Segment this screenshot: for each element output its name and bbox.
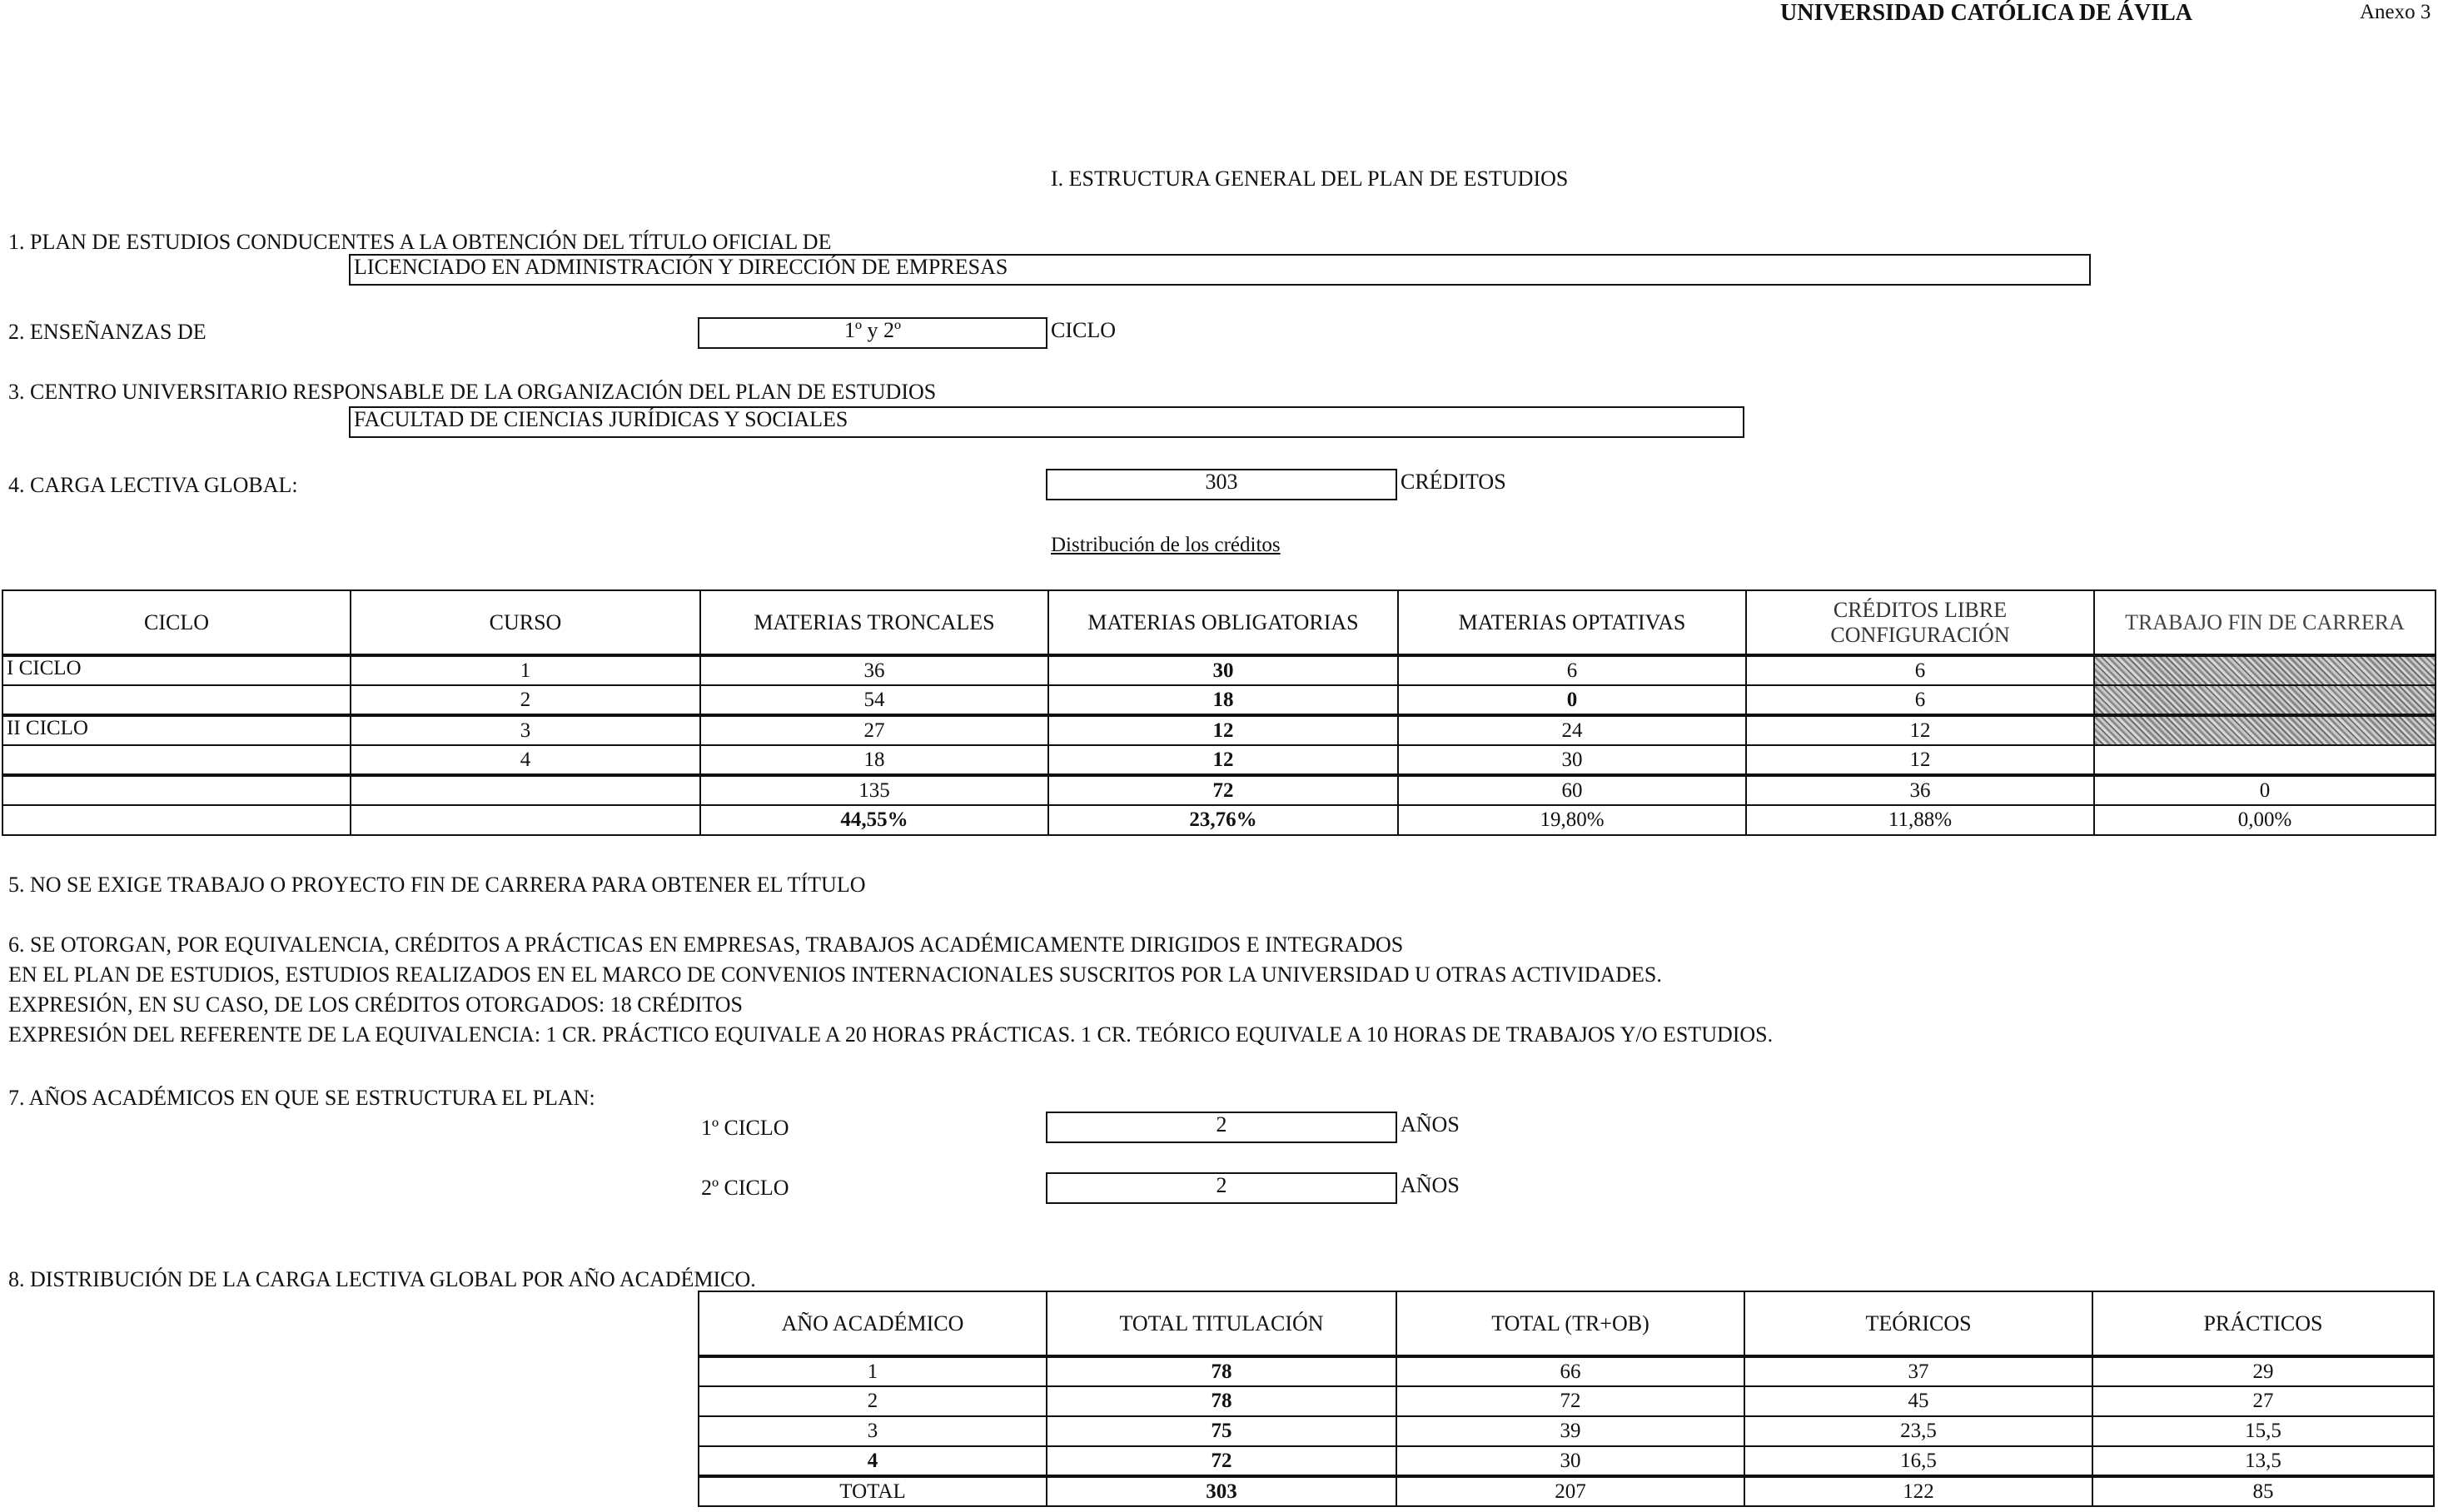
table-cell: 75 xyxy=(1047,1416,1396,1446)
table-cell: 207 xyxy=(1396,1476,1744,1506)
table-cell: 0 xyxy=(1398,685,1746,715)
table-cell: 11,88% xyxy=(1746,805,2094,835)
degree-title-value: LICENCIADO EN ADMINISTRACIÓN Y DIRECCIÓN DE EMPRESAS xyxy=(354,255,1008,279)
table-cell: 66 xyxy=(1396,1356,1744,1386)
table-header-row xyxy=(2,590,2436,655)
percentages-row xyxy=(2,805,2436,835)
table-cell: TOTAL xyxy=(699,1476,1047,1506)
col-troncales: MATERIAS TRONCALES xyxy=(700,590,1048,655)
ciclo-cell: I CICLO xyxy=(2,655,351,685)
table-cell: 122 xyxy=(1744,1476,2092,1506)
cycle1-label: 1º CICLO xyxy=(701,1116,789,1140)
table-cell: 23,76% xyxy=(1048,805,1398,835)
cycle1-years-field xyxy=(1046,1112,1397,1143)
cycle2-years-field xyxy=(1046,1172,1397,1204)
table-cell: 60 xyxy=(1398,775,1746,805)
item6-line2: EN EL PLAN DE ESTUDIOS, ESTUDIOS REALIZADOS EN EL MARCO DE CONVENIOS INTERNACIONALES SUSCRITOS POR LA UNIVERSIDAD U OTRAS ACTIVIDADES. xyxy=(8,962,1662,987)
table-cell: 29 xyxy=(2092,1356,2434,1386)
table-cell: 30 xyxy=(1398,745,1746,775)
table-cell: 303 xyxy=(1047,1476,1396,1506)
table-cell: 0,00% xyxy=(2094,805,2436,835)
ciclo-cell xyxy=(2,685,351,715)
annex-label: Anexo 3 xyxy=(2360,1,2431,23)
table-header-row xyxy=(699,1291,2434,1356)
table-cell: 27 xyxy=(700,715,1048,745)
col-libre-configuracion: CRÉDITOS LIBRE CONFIGURACIÓN xyxy=(1746,590,2094,655)
table-cell: 23,5 xyxy=(1744,1416,2092,1446)
table-cell: 30 xyxy=(1048,655,1398,685)
table-cell xyxy=(2,805,351,835)
table-row xyxy=(699,1386,2434,1416)
table-cell: 12 xyxy=(1048,745,1398,775)
credits-distribution-table xyxy=(2,589,2436,836)
item5-text: 5. NO SE EXIGE TRABAJO O PROYECTO FIN DE CARRERA PARA OBTENER EL TÍTULO xyxy=(8,873,866,897)
item2-label: 2. ENSEÑANZAS DE xyxy=(8,320,206,344)
table-cell: 37 xyxy=(1744,1356,2092,1386)
table-cell: 30 xyxy=(1396,1446,1744,1476)
table-cell xyxy=(351,805,700,835)
credits-field xyxy=(1046,469,1397,500)
table-cell: 4 xyxy=(351,745,700,775)
table-cell: 6 xyxy=(1398,655,1746,685)
cycle2-years-value: 2 xyxy=(1216,1173,1227,1197)
table-cell: 72 xyxy=(1048,775,1398,805)
col-ano-academico: AÑO ACADÉMICO xyxy=(699,1291,1047,1356)
table-cell: 2 xyxy=(699,1386,1047,1416)
item1-label: 1. PLAN DE ESTUDIOS CONDUCENTES A LA OBTENCIÓN DEL TÍTULO OFICIAL DE xyxy=(8,230,832,254)
shaded-cell xyxy=(2094,685,2436,715)
table-row xyxy=(699,1446,2434,1476)
cycles-value: 1º y 2º xyxy=(843,318,902,342)
table-cell: 78 xyxy=(1047,1386,1396,1416)
table-cell: 12 xyxy=(1746,715,2094,745)
table-cell: 6 xyxy=(1746,655,2094,685)
cycle2-label: 2º CICLO xyxy=(701,1176,789,1200)
table-cell: 72 xyxy=(1396,1386,1744,1416)
table-cell: 45 xyxy=(1744,1386,2092,1416)
table-row xyxy=(2,685,2436,715)
ciclo-cell: II CICLO xyxy=(2,715,351,745)
academic-year-table xyxy=(698,1291,2435,1507)
col-obligatorias: MATERIAS OBLIGATORIAS xyxy=(1048,590,1398,655)
item3-label: 3. CENTRO UNIVERSITARIO RESPONSABLE DE LA ORGANIZACIÓN DEL PLAN DE ESTUDIOS xyxy=(8,380,937,404)
table-cell: 0 xyxy=(2094,775,2436,805)
col-total-tr-ob: TOTAL (TR+OB) xyxy=(1396,1291,1744,1356)
table-cell: 6 xyxy=(1746,685,2094,715)
item6-line3: EXPRESIÓN, EN SU CASO, DE LOS CRÉDITOS OTORGADOS: 18 CRÉDITOS xyxy=(8,992,743,1017)
table-cell: 18 xyxy=(1048,685,1398,715)
totals-row xyxy=(2,775,2436,805)
table-cell xyxy=(351,775,700,805)
table-cell xyxy=(2094,745,2436,775)
col-teoricos: TEÓRICOS xyxy=(1744,1291,2092,1356)
table-cell: 3 xyxy=(351,715,700,745)
table-cell: 18 xyxy=(700,745,1048,775)
table-cell: 1 xyxy=(351,655,700,685)
cycle1-suffix: AÑOS xyxy=(1401,1112,1460,1136)
table-cell: 12 xyxy=(1746,745,2094,775)
col-optativas: MATERIAS OPTATIVAS xyxy=(1398,590,1746,655)
ciclo-cell xyxy=(2,745,351,775)
faculty-value: FACULTAD DE CIENCIAS JURÍDICAS Y SOCIALES xyxy=(354,407,848,431)
table-cell: 36 xyxy=(700,655,1048,685)
credits-suffix: CRÉDITOS xyxy=(1401,470,1506,494)
table-cell: 27 xyxy=(2092,1386,2434,1416)
table-cell: 16,5 xyxy=(1744,1446,2092,1476)
col-practicos: PRÁCTICOS xyxy=(2092,1291,2434,1356)
table-cell: 54 xyxy=(700,685,1048,715)
table-cell: 24 xyxy=(1398,715,1746,745)
table-cell: 72 xyxy=(1047,1446,1396,1476)
table-cell: 13,5 xyxy=(2092,1446,2434,1476)
cycles-suffix: CICLO xyxy=(1051,318,1116,342)
table-cell: 39 xyxy=(1396,1416,1744,1446)
shaded-cell xyxy=(2094,655,2436,685)
table-row xyxy=(699,1416,2434,1446)
item7-label: 7. AÑOS ACADÉMICOS EN QUE SE ESTRUCTURA EL PLAN: xyxy=(8,1086,595,1110)
item6-line1: 6. SE OTORGAN, POR EQUIVALENCIA, CRÉDITOS A PRÁCTICAS EN EMPRESAS, TRABAJOS ACADÉMICAMENTE DIRIGIDOS E INTEGRADOS xyxy=(8,933,1404,957)
table-cell: 3 xyxy=(699,1416,1047,1446)
table-row xyxy=(2,745,2436,775)
col-total-titulacion: TOTAL TITULACIÓN xyxy=(1047,1291,1396,1356)
col-ciclo: CICLO xyxy=(2,590,351,655)
table-cell xyxy=(2,775,351,805)
credits-value: 303 xyxy=(1205,470,1238,494)
cycles-field xyxy=(698,317,1047,349)
table-cell: 2 xyxy=(351,685,700,715)
table-row xyxy=(699,1356,2434,1386)
table-cell: 85 xyxy=(2092,1476,2434,1506)
item6-line4: EXPRESIÓN DEL REFERENTE DE LA EQUIVALENCIA: 1 CR. PRÁCTICO EQUIVALE A 20 HORAS PRÁCTICAS. 1 CR. TEÓRICO EQUIVALE A 10 HORAS DE TRABAJOS Y/O ESTUDIOS. xyxy=(8,1022,1774,1047)
table-cell: 19,80% xyxy=(1398,805,1746,835)
table-cell: 15,5 xyxy=(2092,1416,2434,1446)
table-cell: 44,55% xyxy=(700,805,1048,835)
table-cell: 36 xyxy=(1746,775,2094,805)
table-row xyxy=(2,715,2436,745)
table-cell: 1 xyxy=(699,1356,1047,1386)
item8-label: 8. DISTRIBUCIÓN DE LA CARGA LECTIVA GLOBAL POR AÑO ACADÉMICO. xyxy=(8,1267,756,1291)
item4-label: 4. CARGA LECTIVA GLOBAL: xyxy=(8,473,298,497)
cycle1-years-value: 2 xyxy=(1216,1112,1227,1136)
table-row xyxy=(2,655,2436,685)
table-cell: 78 xyxy=(1047,1356,1396,1386)
col-trabajo-fin: TRABAJO FIN DE CARRERA xyxy=(2094,590,2436,655)
university-name: UNIVERSIDAD CATÓLICA DE ÁVILA xyxy=(1780,0,2193,26)
section-title: I. ESTRUCTURA GENERAL DEL PLAN DE ESTUDIOS xyxy=(1051,167,1569,191)
faculty-field xyxy=(349,406,1744,438)
table-cell: 4 xyxy=(699,1446,1047,1476)
degree-title-field xyxy=(349,254,2091,286)
table-cell: 12 xyxy=(1048,715,1398,745)
col-curso: CURSO xyxy=(351,590,700,655)
cycle2-suffix: AÑOS xyxy=(1401,1173,1460,1197)
totals-row xyxy=(699,1476,2434,1506)
distribution-title: Distribución de los créditos xyxy=(1051,534,1281,556)
shaded-cell xyxy=(2094,715,2436,745)
table-cell: 135 xyxy=(700,775,1048,805)
